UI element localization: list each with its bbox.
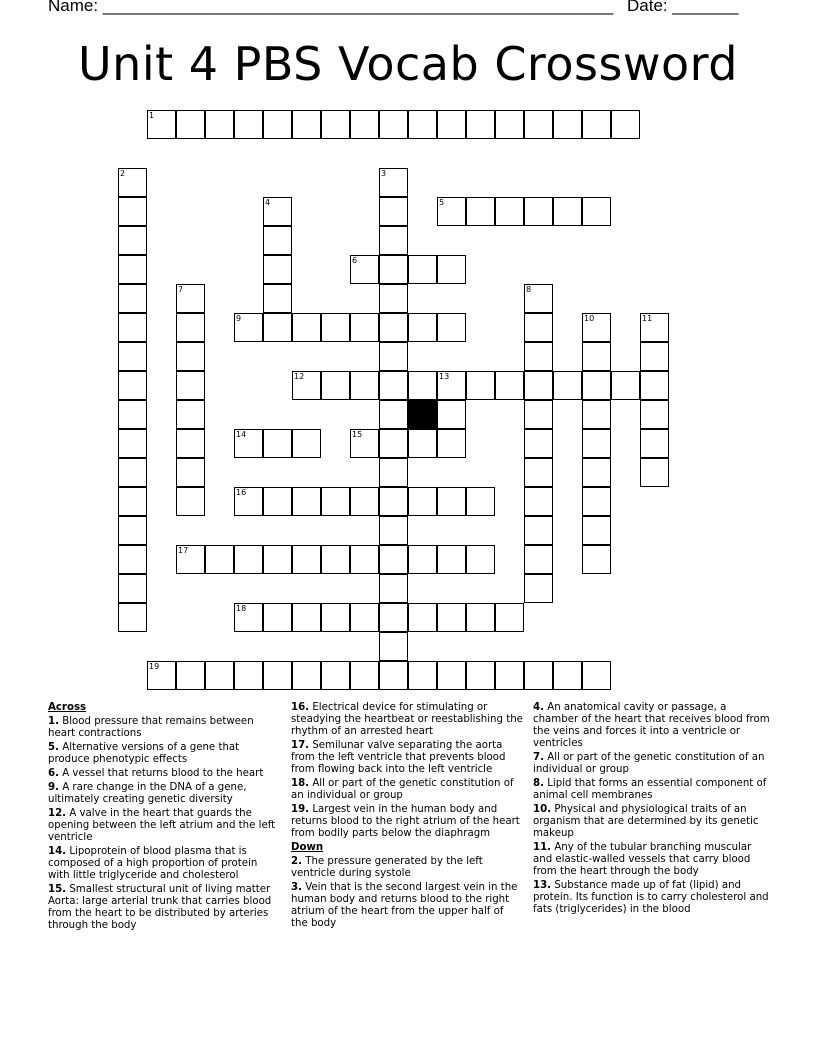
crossword-cell[interactable] — [437, 545, 466, 574]
crossword-cell[interactable] — [292, 545, 321, 574]
crossword-cell[interactable] — [408, 487, 437, 516]
cell-number: 11 — [642, 314, 653, 323]
crossword-cell[interactable] — [118, 255, 147, 284]
crossword-cell[interactable] — [176, 487, 205, 516]
cell-number: 15 — [352, 430, 363, 439]
crossword-cell[interactable] — [118, 458, 147, 487]
crossword-cell[interactable] — [437, 400, 466, 429]
page-title: Unit 4 PBS Vocab Crossword — [78, 37, 738, 91]
crossword-cell[interactable] — [466, 110, 495, 139]
black-cell — [408, 400, 437, 429]
crossword-cell[interactable] — [582, 197, 611, 226]
crossword-cell[interactable] — [350, 603, 379, 632]
crossword-cell[interactable] — [524, 371, 553, 400]
crossword-cell[interactable] — [582, 429, 611, 458]
crossword-cell[interactable] — [263, 661, 292, 690]
crossword-cell[interactable] — [379, 371, 408, 400]
crossword-cell[interactable] — [118, 342, 147, 371]
crossword-cell[interactable] — [437, 313, 466, 342]
crossword-cell[interactable] — [408, 661, 437, 690]
crossword-cell[interactable] — [379, 400, 408, 429]
crossword-cell[interactable] — [640, 342, 669, 371]
across-heading: Across — [48, 702, 87, 713]
crossword-cell[interactable] — [582, 342, 611, 371]
cell-number: 9 — [236, 314, 242, 323]
crossword-cell[interactable] — [640, 371, 669, 400]
crossword-cell[interactable] — [524, 545, 553, 574]
crossword-cell[interactable] — [379, 197, 408, 226]
crossword-cell[interactable] — [321, 545, 350, 574]
crossword-cell[interactable] — [466, 487, 495, 516]
crossword-cell[interactable] — [466, 661, 495, 690]
across-clue-16: 16. Electrical device for stimulating or steadying the heartbeat or reestablishing the rhythm of an arrested heart — [291, 702, 523, 737]
crossword-cell[interactable] — [321, 661, 350, 690]
crossword-cell[interactable] — [350, 313, 379, 342]
crossword-cell[interactable] — [495, 371, 524, 400]
across-clue-14: 14. Lipoprotein of blood plasma that is composed of a high proportion of protein with little triglyceride and cholesterol — [48, 846, 258, 881]
crossword-cell[interactable] — [263, 110, 292, 139]
crossword-cell[interactable] — [234, 661, 263, 690]
crossword-cell[interactable] — [176, 313, 205, 342]
crossword-cell[interactable] — [582, 661, 611, 690]
crossword-cell[interactable] — [524, 516, 553, 545]
crossword-cell[interactable] — [379, 226, 408, 255]
crossword-cell[interactable] — [205, 661, 234, 690]
clue-column-1 — [48, 702, 280, 934]
crossword-cell[interactable] — [611, 110, 640, 139]
across-clue-5: 5. Alternative versions of a gene that produce phenotypic effects — [48, 742, 240, 765]
crossword-cell[interactable] — [524, 661, 553, 690]
crossword-cell[interactable] — [466, 371, 495, 400]
cell-number: 13 — [439, 372, 450, 381]
crossword-cell[interactable] — [321, 603, 350, 632]
crossword-cell[interactable] — [176, 110, 205, 139]
crossword-cell[interactable] — [350, 371, 379, 400]
crossword-cell[interactable] — [379, 574, 408, 603]
crossword-cell[interactable] — [118, 574, 147, 603]
crossword-cell[interactable] — [379, 429, 408, 458]
crossword-cell[interactable] — [321, 313, 350, 342]
cell-number: 8 — [526, 285, 532, 294]
crossword-cell[interactable] — [466, 603, 495, 632]
crossword-cell[interactable] — [379, 284, 408, 313]
cell-number: 2 — [120, 169, 126, 178]
crossword-cell[interactable] — [379, 255, 408, 284]
cell-number: 16 — [236, 488, 247, 497]
crossword-cell[interactable] — [379, 516, 408, 545]
crossword-cell[interactable] — [582, 545, 611, 574]
clue-column-3 — [533, 702, 773, 918]
crossword-cell[interactable] — [437, 661, 466, 690]
crossword-cell[interactable] — [495, 110, 524, 139]
crossword-cell[interactable] — [234, 110, 263, 139]
crossword-cell[interactable] — [205, 110, 234, 139]
crossword-cell[interactable] — [640, 429, 669, 458]
name-label: Name: ______________________________________________________ — [48, 0, 614, 15]
down-clue-13: 13. Substance made up of fat (lipid) and protein. Its function is to carry cholesterol and fats (triglycerides) in the blood — [533, 880, 769, 915]
crossword-cell[interactable] — [408, 255, 437, 284]
cell-number: 17 — [178, 546, 189, 555]
crossword-cell[interactable] — [408, 603, 437, 632]
crossword-cell[interactable] — [176, 371, 205, 400]
crossword-cell[interactable] — [263, 226, 292, 255]
crossword-cell[interactable] — [582, 516, 611, 545]
crossword-cell[interactable] — [321, 371, 350, 400]
across-clue-6: 6. A vessel that returns blood to the heart — [48, 768, 264, 779]
down-clue-3: 3. Vein that is the second largest vein in the human body and returns blood to the right atrium of the heart from the upper half of the body — [291, 882, 518, 929]
crossword-cell[interactable] — [350, 545, 379, 574]
crossword-cell[interactable] — [408, 110, 437, 139]
crossword-cell[interactable] — [263, 487, 292, 516]
crossword-cell[interactable] — [553, 197, 582, 226]
cell-number: 6 — [352, 256, 358, 265]
across-clue-15: 15. Smallest structural unit of living matter Aorta: large arterial trunk that carries blood from the heart to be distributed by arteries through the body — [48, 884, 272, 931]
crossword-cell[interactable] — [292, 110, 321, 139]
crossword-cell[interactable] — [524, 400, 553, 429]
crossword-cell[interactable] — [379, 313, 408, 342]
crossword-cell[interactable] — [379, 342, 408, 371]
crossword-cell[interactable] — [408, 313, 437, 342]
crossword-cell[interactable] — [553, 371, 582, 400]
crossword-cell[interactable] — [292, 487, 321, 516]
across-clue-19: 19. Largest vein in the human body and returns blood to the right atrium of the heart from bodily parts below the diaphragm — [291, 804, 520, 839]
crossword-cell[interactable] — [118, 197, 147, 226]
crossword-cell[interactable] — [466, 545, 495, 574]
crossword-cell[interactable] — [118, 284, 147, 313]
cell-number: 4 — [265, 198, 271, 207]
crossword-cell[interactable] — [118, 371, 147, 400]
crossword-cell[interactable] — [350, 110, 379, 139]
crossword-cell[interactable] — [437, 603, 466, 632]
crossword-cell[interactable] — [379, 110, 408, 139]
crossword-cell[interactable] — [437, 110, 466, 139]
crossword-cell[interactable] — [640, 400, 669, 429]
crossword-cell[interactable] — [263, 255, 292, 284]
cell-number: 18 — [236, 604, 247, 613]
crossword-cell[interactable] — [640, 458, 669, 487]
crossword-cell[interactable] — [379, 603, 408, 632]
crossword-cell[interactable] — [263, 603, 292, 632]
crossword-cell[interactable] — [524, 197, 553, 226]
crossword-cell[interactable] — [437, 255, 466, 284]
down-clue-2: 2. The pressure generated by the left ventricle during systole — [291, 856, 483, 879]
crossword-cell[interactable] — [495, 603, 524, 632]
crossword-cell[interactable] — [582, 400, 611, 429]
crossword-cell[interactable] — [176, 661, 205, 690]
crossword-cell[interactable] — [118, 603, 147, 632]
crossword-cell[interactable] — [379, 545, 408, 574]
cell-number: 10 — [584, 314, 595, 323]
cell-number: 14 — [236, 430, 247, 439]
crossword-cell[interactable] — [582, 110, 611, 139]
crossword-cell[interactable] — [524, 574, 553, 603]
crossword-cell[interactable] — [234, 545, 263, 574]
crossword-cell[interactable] — [205, 545, 234, 574]
crossword-cell[interactable] — [466, 197, 495, 226]
cell-number: 7 — [178, 285, 184, 294]
crossword-cell[interactable] — [524, 342, 553, 371]
crossword-cell[interactable] — [524, 429, 553, 458]
crossword-cell[interactable] — [611, 371, 640, 400]
crossword-cell[interactable] — [408, 429, 437, 458]
cell-number: 1 — [149, 111, 155, 120]
crossword-cell[interactable] — [379, 632, 408, 661]
crossword-cell[interactable] — [263, 429, 292, 458]
crossword-cell[interactable] — [524, 458, 553, 487]
crossword-cell[interactable] — [176, 400, 205, 429]
crossword-cell[interactable] — [437, 487, 466, 516]
crossword-cell[interactable] — [321, 110, 350, 139]
crossword-cell[interactable] — [263, 545, 292, 574]
crossword-cell[interactable] — [321, 487, 350, 516]
crossword-cell[interactable] — [118, 429, 147, 458]
crossword-cell[interactable] — [379, 487, 408, 516]
crossword-cell[interactable] — [553, 661, 582, 690]
crossword-cell[interactable] — [350, 487, 379, 516]
crossword-cell[interactable] — [582, 458, 611, 487]
across-clue-12: 12. A valve in the heart that guards the opening between the left atrium and the left ventricle — [48, 808, 276, 843]
crossword-cell[interactable] — [292, 429, 321, 458]
crossword-cell[interactable] — [118, 313, 147, 342]
crossword-cell[interactable] — [292, 603, 321, 632]
down-clue-4: 4. An anatomical cavity or passage, a chamber of the heart that receives blood from the veins and forces it into a ventricle or ventricles — [533, 702, 770, 749]
across-clue-1: 1. Blood pressure that remains between heart contractions — [48, 716, 254, 739]
across-clue-9: 9. A rare change in the DNA of a gene, ultimately creating genetic diversity — [48, 782, 247, 805]
crossword-cell[interactable] — [176, 429, 205, 458]
crossword-cell[interactable] — [408, 545, 437, 574]
clue-column-2 — [291, 702, 523, 932]
crossword-cell[interactable] — [524, 110, 553, 139]
down-clue-11: 11. Any of the tubular branching muscular and elastic-walled vessels that carry blood from the heart through the body — [533, 842, 752, 877]
down-clue-10: 10. Physical and physiological traits of an organism that are determined by its genetic makeup — [533, 804, 759, 839]
down-heading: Down — [291, 842, 324, 853]
crossword-cell[interactable] — [292, 313, 321, 342]
crossword-cell[interactable] — [176, 342, 205, 371]
crossword-cell[interactable] — [582, 487, 611, 516]
crossword-cell[interactable] — [350, 661, 379, 690]
across-clue-18: 18. All or part of the genetic constitution of an individual or group — [291, 778, 514, 801]
crossword-cell[interactable] — [118, 487, 147, 516]
crossword-cell[interactable] — [118, 226, 147, 255]
down-clue-8: 8. Lipid that forms an essential component of animal cell membranes — [533, 778, 767, 801]
crossword-cell[interactable] — [379, 661, 408, 690]
crossword-cell[interactable] — [118, 545, 147, 574]
crossword-cell[interactable] — [524, 313, 553, 342]
crossword-cell[interactable] — [379, 458, 408, 487]
crossword-cell[interactable] — [582, 371, 611, 400]
crossword-cell[interactable] — [437, 429, 466, 458]
cell-number: 12 — [294, 372, 305, 381]
crossword-cell[interactable] — [263, 284, 292, 313]
crossword-cell[interactable] — [408, 371, 437, 400]
date-label: Date: _______ — [627, 0, 739, 15]
crossword-cell[interactable] — [118, 516, 147, 545]
across-clue-17: 17. Semilunar valve separating the aorta from the left ventricle that prevents blood from flowing back into the left ventricle — [291, 740, 506, 775]
crossword-cell[interactable] — [495, 197, 524, 226]
crossword-cell[interactable] — [263, 313, 292, 342]
crossword-cell[interactable] — [495, 661, 524, 690]
cell-number: 3 — [381, 169, 387, 178]
crossword-cell[interactable] — [524, 487, 553, 516]
crossword-cell[interactable] — [553, 110, 582, 139]
down-clue-7: 7. All or part of the genetic constitution of an individual or group — [533, 752, 765, 775]
crossword-cell[interactable] — [118, 400, 147, 429]
cell-number: 19 — [149, 662, 160, 671]
cell-number: 5 — [439, 198, 445, 207]
crossword-cell[interactable] — [176, 458, 205, 487]
crossword-cell[interactable] — [292, 661, 321, 690]
